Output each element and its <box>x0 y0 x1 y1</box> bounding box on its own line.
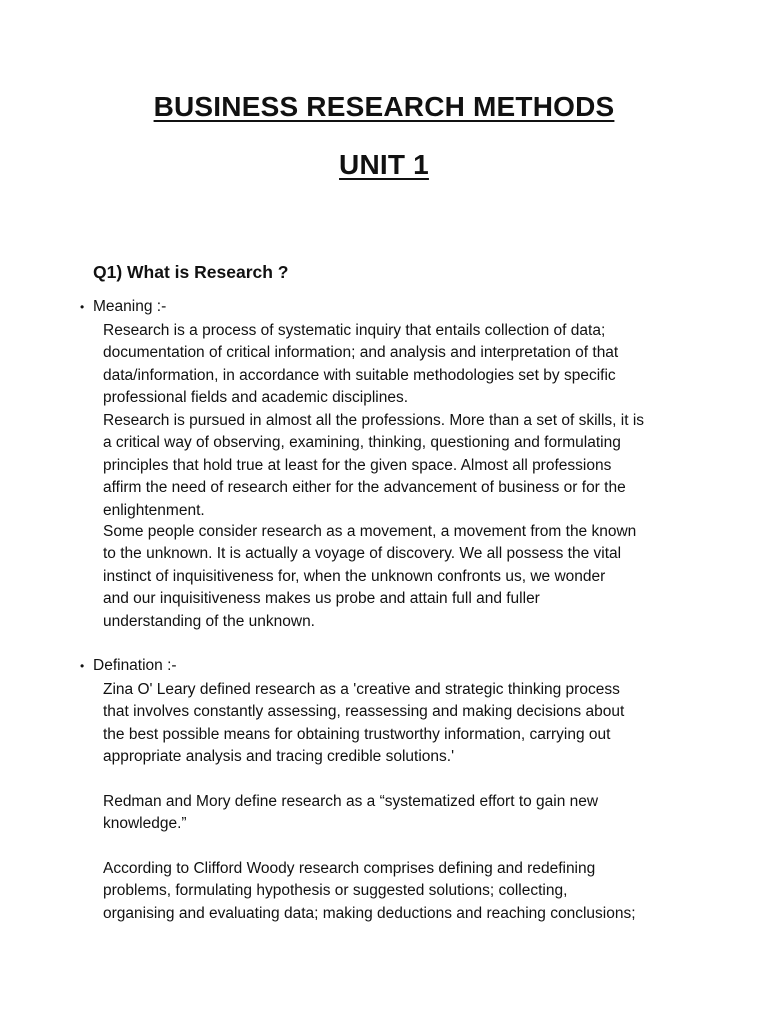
section-heading-meaning: Meaning :- <box>93 298 167 315</box>
text-line: Redman and Mory define research as a “systematized effort to gain new <box>103 793 599 810</box>
text-line: understanding of the unknown. <box>103 612 315 630</box>
text-line: Zina O' Leary defined research as a 'creative and strategic thinking process <box>103 681 620 698</box>
definition-paragraph-2 <box>103 791 693 836</box>
text-line: principles that hold true at least for the given space. Almost all professions <box>103 456 612 474</box>
text-line: appropriate analysis and tracing credible solutions.' <box>103 748 455 766</box>
text-line: professional fields and academic disciplines. <box>103 389 408 407</box>
text-line: data/information, in accordance with suitable methodologies set by specific <box>103 366 616 384</box>
text-line: Research is pursued in almost all the professions. More than a set of skills, it is <box>103 412 645 429</box>
text-line: that involves constantly assessing, reassessing and making decisions about <box>103 703 625 721</box>
text-line: According to Clifford Woody research comprises defining and redefining <box>103 860 596 877</box>
bullet-meaning <box>80 298 166 316</box>
bullet-defination <box>80 657 177 675</box>
text-line: knowledge.” <box>103 815 187 833</box>
bullet-dot-icon: • <box>80 300 85 314</box>
text-line: organising and evaluating data; making deductions and reaching conclusions; <box>103 904 636 922</box>
bullet-dot-icon: • <box>80 659 85 673</box>
text-line: Research is a process of systematic inquiry that entails collection of data; <box>103 322 606 339</box>
meaning-paragraph-3 <box>103 521 693 633</box>
text-line: instinct of inquisitiveness for, when the unknown confronts us, we wonder <box>103 567 606 585</box>
section-heading-defination: Defination :- <box>93 657 177 674</box>
text-line: documentation of critical information; and analysis and interpretation of that <box>103 344 619 362</box>
definition-paragraph-3 <box>103 858 693 925</box>
meaning-paragraph-2 <box>103 410 693 522</box>
text-line: a critical way of observing, examining, thinking, questioning and formulating <box>103 434 621 452</box>
text-line: to the unknown. It is actually a voyage of discovery. We all possess the vital <box>103 545 622 563</box>
text-line: problems, formulating hypothesis or suggested solutions; collecting, <box>103 882 568 900</box>
unit-heading: UNIT 1 <box>339 149 429 180</box>
text-line: and our inquisitiveness makes us probe and attain full and fuller <box>103 590 540 608</box>
document-title: BUSINESS RESEARCH METHODS <box>153 91 615 122</box>
meaning-paragraph-1 <box>103 320 693 410</box>
text-line: enlightenment. <box>103 501 205 519</box>
definition-paragraph-1 <box>103 679 693 769</box>
text-line: the best possible means for obtaining trustworthy information, carrying out <box>103 725 611 743</box>
question-heading: Q1) What is Research ? <box>93 262 289 282</box>
text-line: affirm the need of research either for the advancement of business or for the <box>103 479 626 497</box>
text-line: Some people consider research as a movement, a movement from the known <box>103 523 637 540</box>
